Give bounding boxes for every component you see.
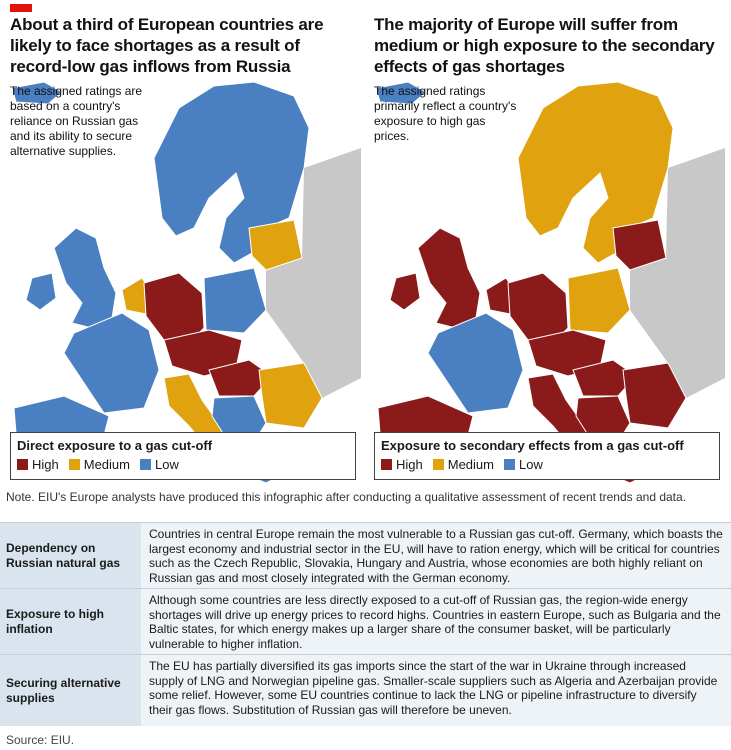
swatch-high xyxy=(17,459,28,470)
source-text: Source: EIU. xyxy=(6,733,75,747)
swatch-low xyxy=(504,459,515,470)
row-body: The EU has partially diversified its gas imports since the start of the war in Ukraine through increased supply of LNG and Norwegian pipeline gas. Smaller-scale suppliers such as Algeria and Azerbaijan provide some relief. However, some EU countries continue to lack the LNG or pipeline infrastructure to diversify their gas flows. Substitution of Russian gas will therefore be uneven. xyxy=(141,655,731,726)
left-legend-title: Direct exposure to a gas cut-off xyxy=(17,438,213,453)
swatch-medium xyxy=(69,459,80,470)
info-table xyxy=(0,522,731,726)
swatch-medium xyxy=(433,459,444,470)
legend-item-high: High xyxy=(17,457,59,472)
table-row xyxy=(0,654,731,726)
brand-accent-bar xyxy=(10,4,32,12)
legend-item-medium: Medium xyxy=(69,457,130,472)
table-row xyxy=(0,522,731,588)
region-france xyxy=(64,313,159,413)
row-body: Countries in central Europe remain the most vulnerable to a Russian gas cut-off. Germany, which boasts the largest economy and industrial sector in the EU, will have to ration energy, which will be critical for countries such as the Czech Republic, Slovakia, Hungary and Austria, whose economies are both highly reliant on Russian gas and most closely integrated with the German economy. xyxy=(141,523,731,588)
right-legend-title: Exposure to secondary effects from a gas cut-off xyxy=(381,438,684,453)
left-panel-subtitle: The assigned ratings are based on a country's reliance on Russian gas and its ability to secure alternative supplies. xyxy=(10,84,143,158)
row-heading: Securing alternative supplies xyxy=(0,655,141,726)
region-uk-ireland xyxy=(390,228,480,328)
right-panel xyxy=(368,14,725,486)
left-panel xyxy=(4,14,361,486)
note-text: Note. EIU's Europe analysts have produced this infographic after conducting a qualitative assessment of recent trends and data. xyxy=(6,490,687,504)
legend-item-high: High xyxy=(381,457,423,472)
row-heading: Dependency on Russian natural gas xyxy=(0,523,141,588)
left-legend xyxy=(10,432,356,480)
region-poland xyxy=(568,268,630,333)
left-panel-title: About a third of European countries are likely to face shortages as a result of record-low gas inflows from Russia xyxy=(10,15,324,76)
right-panel-title: The majority of Europe will suffer from medium or high exposure to the secondary effects of gas shortages xyxy=(374,15,715,76)
legend-item-low: Low xyxy=(140,457,179,472)
legend-item-medium: Medium xyxy=(433,457,494,472)
row-heading: Exposure to high inflation xyxy=(0,589,141,654)
legend-item-low: Low xyxy=(504,457,543,472)
right-legend xyxy=(374,432,720,480)
region-france xyxy=(428,313,523,413)
region-uk-ireland xyxy=(26,228,116,328)
row-body: Although some countries are less directly exposed to a cut-off of Russian gas, the region-wide energy shortages will drive up energy prices to record highs. Countries in eastern Europe, such as Bulgaria and the Baltic states, for which energy makes up a larger share of the consumer basket, will be particularly vulnerable to higher inflation. xyxy=(141,589,731,654)
region-poland xyxy=(204,268,266,333)
table-row xyxy=(0,588,731,654)
swatch-low xyxy=(140,459,151,470)
right-panel-subtitle: The assigned ratings primarily reflect a country's exposure to high gas prices. xyxy=(374,84,517,143)
swatch-high xyxy=(381,459,392,470)
